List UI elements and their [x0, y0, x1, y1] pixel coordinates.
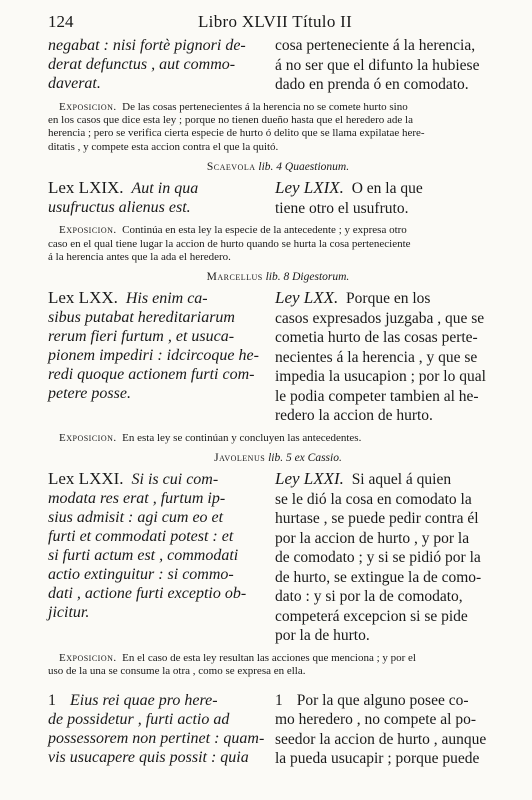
- text-line: necientes á la herencia , y que se: [275, 348, 478, 366]
- jurist-heading-2: [48, 271, 508, 283]
- text-line: usufructus alienus est.: [48, 199, 191, 217]
- text-line: vis usucapere quis possit : quia: [48, 748, 249, 766]
- text-line: seedor la accion de hurto , aunque: [275, 730, 487, 748]
- text-line: Si aquel á quien: [351, 471, 452, 489]
- continuation-block: [48, 36, 508, 95]
- jurist-source: lib. 5 ex Cassio.: [268, 452, 342, 465]
- ley-heading: Ley LXIX.: [275, 178, 344, 198]
- text-line: possessorem non pertinet : quam-: [48, 729, 265, 747]
- text-line: daverat.: [48, 75, 101, 92]
- text-line: O en la que: [351, 180, 423, 198]
- exposition-2: [48, 224, 508, 264]
- exposition-label: Exposicion.: [59, 100, 117, 113]
- text-line: herencia ; pero se verifica cierta especie de hurto ó delito que se llama expilatae here-: [48, 127, 425, 140]
- lex-heading: Lex LXXI.: [48, 469, 124, 489]
- text-line: Aut in qua: [131, 180, 199, 198]
- page-number: 124: [48, 12, 74, 31]
- text-line: de comodato ; y si se pidió por la: [275, 549, 481, 567]
- section-number: 1: [48, 691, 56, 709]
- jurist-source: lib. 8 Digestorum.: [265, 271, 350, 284]
- spanish-column: [275, 469, 484, 646]
- latin-column: [48, 178, 261, 218]
- text-line: de possidetur , furti actio ad: [48, 710, 230, 728]
- lex-71: [48, 469, 508, 646]
- spanish-column: [275, 691, 487, 769]
- spanish-column: [275, 288, 484, 426]
- text-line: dado en prenda ó en comodato.: [275, 76, 469, 93]
- text-line: furti et commodati potest : et: [48, 528, 234, 546]
- jurist-name: Javolenus: [214, 452, 266, 465]
- exposition-label: Exposicion.: [59, 651, 117, 664]
- ley-heading: Ley LXX.: [275, 288, 339, 308]
- jurist-source: lib. 4 Quaestionum.: [258, 161, 350, 174]
- jurist-name: Marcellus: [206, 271, 263, 284]
- text-line: redi quoque actionem furti com-: [48, 366, 255, 384]
- lex-heading: Lex LXX.: [48, 288, 118, 308]
- latin-column: [48, 288, 261, 426]
- text-line: dato : y si por la de comodato,: [275, 588, 463, 606]
- text-line: ditatis , y compete esta accion contra el que la quitó.: [48, 140, 279, 153]
- text-line: actio extinguitur : si commo-: [48, 566, 234, 584]
- lex-heading: Lex LXIX.: [48, 178, 124, 198]
- text-line: Si is cui com-: [131, 471, 219, 489]
- text-line: mo heredero , no compete al po-: [275, 711, 476, 729]
- text-line: cosa perteneciente á la herencia,: [275, 37, 476, 54]
- text-line: En esta ley se continúan y concluyen las antecedentes.: [122, 431, 362, 444]
- text-line: cometia hurto de las cosas perte-: [275, 329, 478, 347]
- text-line: competerá excepcion si se pide: [275, 607, 468, 625]
- text-line: impedia la usucapion ; por lo qual: [275, 368, 486, 386]
- text-line: á la herencia antes que la ada el heredero.: [48, 250, 231, 263]
- spanish-column: [275, 178, 484, 218]
- exposition-label: Exposicion.: [59, 431, 117, 444]
- latin-column: [48, 691, 265, 769]
- text-line: por la de hurto.: [275, 627, 370, 645]
- exposition-label: Exposicion.: [59, 224, 117, 237]
- text-line: uso de la una se consume la otra , como se expresa en ella.: [48, 665, 306, 678]
- text-line: se le dió la cosa en comodato la: [275, 490, 472, 508]
- text-line: petere posse.: [48, 385, 131, 403]
- text-line: por la accion de hurto , y por la: [275, 529, 470, 547]
- spanish-column: [275, 36, 484, 95]
- section-1: [48, 691, 508, 769]
- text-line: caso en el qual tiene lugar la accion de hurto quando se hurta la cosa perteneciente: [48, 237, 411, 250]
- text-line: derat defunctus , aut commo-: [48, 56, 236, 73]
- text-line: Eius rei quae pro here-: [70, 691, 218, 709]
- jurist-heading-1: [48, 161, 508, 173]
- text-line: le podia competer tambien al he-: [275, 387, 479, 405]
- text-line: redero la accion de hurto.: [275, 407, 433, 425]
- ley-heading: Ley LXXI.: [275, 469, 344, 489]
- jurist-name: Scaevola: [206, 161, 256, 174]
- section-number: 1: [275, 691, 283, 709]
- jurist-heading-3: [48, 452, 508, 464]
- text-line: dati , actione furti exceptio ob-: [48, 585, 247, 603]
- text-line: tiene otro el usufruto.: [275, 199, 409, 217]
- text-line: De las cosas pertenecientes á la herencia no se comete hurto sino: [122, 100, 408, 113]
- text-line: pionem impediri : idcircoque he-: [48, 347, 259, 365]
- latin-column: [48, 36, 261, 95]
- exposition-4: [48, 652, 508, 679]
- page-header: [48, 12, 508, 36]
- text-line: Porque en los: [346, 290, 431, 308]
- text-line: Por la que alguno posee co-: [296, 691, 469, 709]
- text-line: en los casos que dice esta ley ; porque no tienen dueño hasta que el heredero ade la: [48, 113, 413, 126]
- text-line: Continúa en esta ley la especie de la antecedente ; y expresa otro: [122, 224, 407, 237]
- lex-70: [48, 288, 508, 426]
- text-line: sius admisit : agi cum eo et: [48, 509, 224, 527]
- latin-column: [48, 469, 261, 646]
- text-line: modata res erat , furtum ip-: [48, 490, 226, 508]
- exposition-3: [48, 432, 508, 445]
- text-line: si furti actum est , commodati: [48, 547, 239, 565]
- text-line: casos expresados juzgaba , que se: [275, 309, 485, 327]
- text-line: hurtase , se puede pedir contra él: [275, 510, 479, 528]
- exposition-1: [48, 101, 508, 155]
- text-line: negabat : nisi fortè pignori de-: [48, 37, 246, 54]
- text-line: En el caso de esta ley resultan las acciones que menciona ; y por el: [122, 651, 416, 664]
- text-line: His enim ca-: [125, 290, 208, 308]
- text-line: jicitur.: [48, 604, 90, 622]
- text-line: de hurto, se extingue la de como-: [275, 568, 482, 586]
- running-title: Libro XLVII Título II: [198, 12, 353, 31]
- text-line: la pueda usucapir ; porque puede: [275, 750, 480, 768]
- lex-69: [48, 178, 508, 218]
- text-line: sibus putabat hereditariarum: [48, 309, 235, 327]
- text-line: á no ser que el difunto la hubiese: [275, 56, 480, 74]
- text-line: rerum fieri furtum , et usuca-: [48, 328, 235, 346]
